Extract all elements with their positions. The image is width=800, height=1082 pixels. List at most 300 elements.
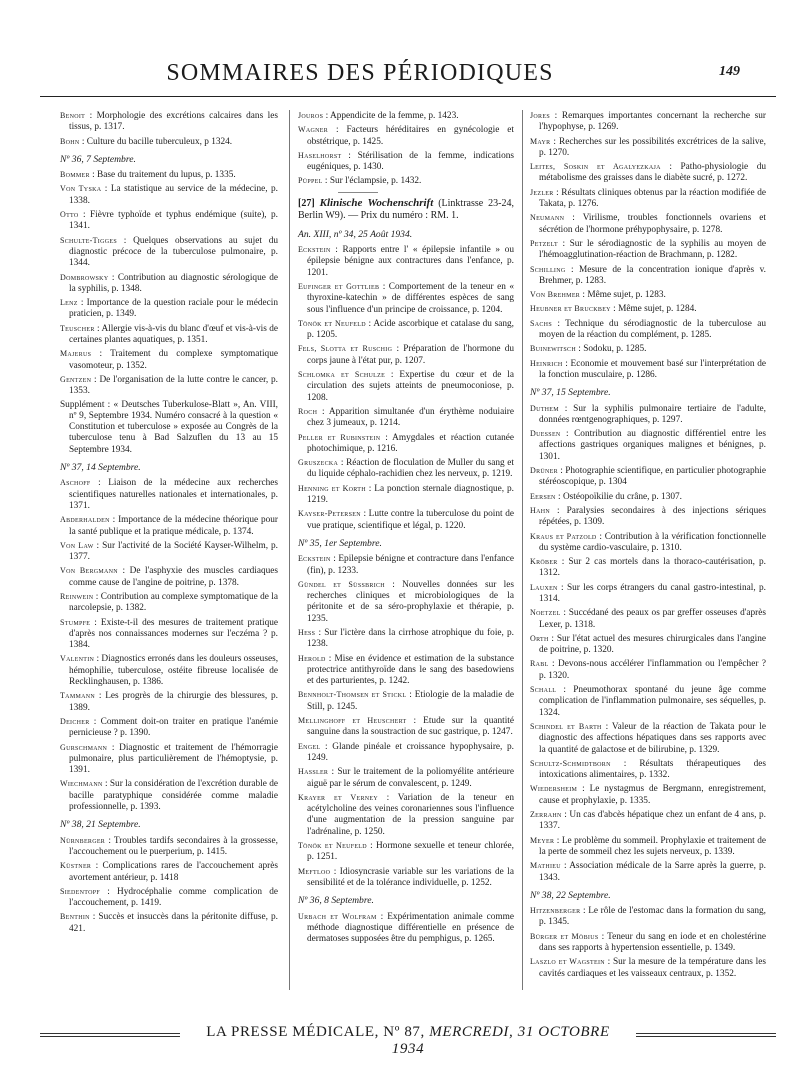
- article-entry: [530, 318, 766, 342]
- article-author: Heubner et Bruckbey: [530, 304, 611, 314]
- article-entry: [530, 582, 766, 606]
- author-separator: :: [117, 566, 130, 577]
- article-author: Wiechmann: [60, 779, 103, 789]
- article-title: Hormone sexuelle et teneur chlorée, p. 1251.: [307, 841, 515, 863]
- article-author: Jouros: [298, 111, 324, 120]
- column-2: [298, 110, 514, 947]
- article-entry: [298, 110, 514, 122]
- article-title: Recherches sur les possibilités excrétrices de la salive, p. 1270.: [539, 136, 766, 158]
- article-author: Laszlo et Wagstein: [530, 957, 605, 967]
- article-author: Peller et Rubinstein: [298, 432, 381, 442]
- article-title: Acide ascorbique et catalase du sang, p. 1205.: [307, 318, 515, 341]
- article-entry: [530, 658, 766, 682]
- author-separator: :: [85, 111, 97, 121]
- issue-heading: Nº 38, 21 Septembre.: [60, 819, 141, 831]
- article-title: Technique du sérodiagnostic de la tuberculose au moyen de la réaction du complément, p. 1285.: [539, 318, 766, 341]
- article-title: Sur l'activité de la Société Kayser-Wilhelm, p. 1377.: [69, 540, 278, 563]
- article-author: Von Brehmer: [530, 290, 581, 300]
- author-separator: :: [109, 515, 119, 526]
- article-title: Même sujet, p. 1283.: [587, 290, 666, 301]
- issue-heading: Nº 36, 7 Septembre.: [60, 153, 136, 165]
- page-number: 149: [719, 64, 740, 79]
- journal-heading: [298, 197, 514, 223]
- article-author: Noetzel: [530, 608, 561, 618]
- article-author: Zerrahn: [530, 810, 562, 820]
- author-separator: :: [580, 906, 589, 917]
- article-author: Stumpfe: [60, 617, 91, 627]
- article-entry: [530, 289, 766, 301]
- article-author: Bürger et Möbius: [530, 931, 599, 941]
- article-author: Kraus et Patzold: [530, 531, 597, 541]
- article-title: Existe-t-il des mesures de traitement pratique d'après nos connaissances modernes sur l'eczéma ? p. 1384.: [69, 617, 278, 651]
- article-title: Liaison de la médecine aux recherches scientifiques naturelles nationales et internationales, p. 1371.: [69, 478, 278, 511]
- article-author: Petzelt: [530, 238, 558, 248]
- article-entry: [530, 835, 766, 859]
- article-title: Réaction de floculation de Muller du sang et du liquide céphalo-rachidien chez les nerveux, p. 1219.: [307, 458, 514, 480]
- article-entry: [530, 238, 766, 262]
- author-separator: :: [330, 554, 339, 565]
- article-author: Schall: [530, 685, 557, 695]
- article-entry: [298, 343, 514, 367]
- article-title: Complications rares de l'accouchement après avortement antérieur, p. 1418: [69, 861, 278, 883]
- author-separator: :: [107, 742, 120, 753]
- footer-rule-left: [40, 1033, 180, 1037]
- article-entry: [298, 792, 514, 838]
- article-entry: [298, 653, 514, 688]
- article-author: Deicher: [60, 716, 90, 726]
- article-entry: [298, 579, 514, 625]
- article-entry: [530, 607, 766, 631]
- article-entry: [298, 457, 514, 481]
- article-author: Von Tyska: [60, 184, 102, 194]
- article-title: Contribution à la vérification fonctionnelle du système cardio-vasculaire, p. 1310.: [539, 531, 766, 553]
- author-separator: :: [610, 304, 619, 315]
- article-entry: [60, 690, 278, 714]
- article-title: Amygdales et réaction cutanée photochimique, p. 1216.: [307, 432, 514, 454]
- article-entry: [298, 911, 514, 946]
- author-separator: :: [91, 374, 100, 385]
- author-separator: :: [338, 458, 347, 469]
- article-entry: [60, 272, 278, 296]
- article-entry: [60, 169, 278, 181]
- author-separator: :: [550, 136, 559, 147]
- article-entry: [298, 281, 514, 316]
- author-separator: :: [102, 779, 110, 790]
- article-author: Rabl: [530, 659, 549, 669]
- author-separator: :: [556, 685, 574, 696]
- article-title: Un cas d'abcès hépatique chez un enfant de 4 ans, p. 1337.: [539, 810, 767, 832]
- author-separator: :: [580, 290, 588, 301]
- article-entry: [530, 428, 766, 463]
- author-separator: :: [610, 758, 640, 769]
- article-title: Contribution au diagnostic sérologique de la syphilis, p. 1348.: [69, 272, 278, 294]
- article-author: Tönök et Neufeld: [298, 318, 366, 328]
- author-separator: :: [366, 841, 376, 852]
- author-separator: :: [558, 403, 574, 414]
- author-separator: :: [330, 866, 340, 877]
- author-separator: :: [95, 691, 106, 702]
- author-separator: :: [601, 721, 612, 732]
- article-author: Buinewitsch: [530, 344, 576, 354]
- article-author: Dombrowsky: [60, 272, 109, 282]
- article-title: Résultats cliniques obtenus par la réaction modifiée de Takata, p. 1276.: [539, 187, 766, 210]
- article-entry: [60, 297, 278, 321]
- article-author: Eufinger et Gottlieb: [298, 281, 380, 291]
- issue-heading: Nº 36, 8 Septembre.: [298, 895, 374, 907]
- author-separator: :: [392, 344, 404, 355]
- footer-journal: LA PRESSE MÉDICALE, Nº 87,: [206, 1024, 425, 1040]
- page-header: [40, 56, 780, 96]
- column-3: [530, 110, 766, 982]
- article-entry: [530, 491, 766, 503]
- article-entry: [530, 809, 766, 833]
- article-title: Sur 2 cas mortels dans la thoraco-cautérisation, p. 1312.: [539, 557, 767, 579]
- article-title: Importance de la question raciale pour le médecin praticien, p. 1349.: [69, 298, 278, 320]
- footer-text: [190, 1024, 626, 1058]
- article-title: Devons-nous accélérer l'inflammation ou l'empêcher ? p. 1320.: [539, 659, 766, 681]
- author-separator: :: [89, 170, 98, 181]
- author-separator: :: [555, 491, 563, 502]
- article-author: Jezler: [530, 187, 554, 197]
- article-title: Succédané des peaux os par greffer osseuses d'après Lexer, p. 1318.: [539, 608, 767, 630]
- article-entry: [298, 150, 514, 174]
- author-separator: :: [406, 690, 415, 701]
- author-separator: :: [384, 579, 403, 590]
- article-entry: [60, 110, 278, 134]
- article-entry: [60, 860, 278, 884]
- author-separator: :: [548, 633, 557, 644]
- article-entry: [298, 175, 514, 187]
- article-entry: [60, 477, 278, 512]
- article-author: Schilling: [530, 264, 566, 274]
- article-entry: [530, 358, 766, 382]
- article-author: Benoit: [60, 111, 86, 120]
- issue-heading: Nº 35, 1er Septembre.: [298, 537, 382, 549]
- author-separator: :: [561, 810, 570, 821]
- author-separator: :: [105, 835, 114, 846]
- article-author: Bennholt-Thomsen et Stickl: [298, 690, 407, 700]
- article-author: Gündel et Süssbrich: [298, 579, 385, 589]
- article-entry: [298, 318, 514, 342]
- page-title: SOMMAIRES DES PÉRIODIQUES: [166, 60, 554, 86]
- article-title: Sur la syphilis pulmonaire tertiaire de l'adulte, données rœntgenographiques, p. 1297.: [539, 403, 766, 425]
- author-separator: :: [549, 505, 567, 516]
- author-separator: :: [558, 238, 570, 249]
- article-author: Benthin: [60, 912, 90, 922]
- article-entry: [298, 369, 514, 404]
- article-author: Henning et Korth: [298, 483, 366, 493]
- article-title: Glande pinéale et croissance hypophysaire, p. 1249.: [307, 741, 514, 763]
- article-entry: [530, 161, 766, 185]
- author-separator: :: [560, 861, 570, 872]
- article-entry: [530, 505, 766, 529]
- article-entry: [530, 403, 766, 427]
- article-author: Meftloo: [298, 866, 331, 876]
- article-entry: [298, 508, 514, 532]
- author-separator: :: [317, 406, 329, 417]
- article-author: Wiedersheim: [530, 784, 578, 794]
- author-separator: :: [320, 741, 333, 752]
- article-author: Meyer: [530, 835, 555, 845]
- author-separator: :: [322, 176, 330, 187]
- article-entry: [60, 742, 278, 777]
- author-separator: :: [93, 540, 103, 551]
- section-separator: [338, 192, 378, 193]
- article-author: Otto: [60, 210, 79, 220]
- author-separator: :: [564, 213, 583, 224]
- article-author: Heinrich: [530, 358, 563, 368]
- article-title: Contribution au complexe symptomatique de la narcolepsie, p. 1382.: [69, 591, 278, 614]
- article-author: Lenz: [60, 298, 78, 308]
- article-entry: [530, 343, 766, 355]
- article-title: Variation de la teneur en acétylcholine des veines coronariennes sous l'influence d'une augmentation de la pression sanguine par l'adrénaline, p. 1250.: [307, 792, 514, 837]
- author-separator: :: [575, 344, 584, 355]
- author-separator: :: [90, 478, 109, 489]
- author-separator: :: [565, 264, 580, 275]
- article-title: Fièvre typhoïde et typhus endémique (suite), p. 1341.: [69, 210, 279, 232]
- article-entry: [298, 124, 514, 148]
- article-entry: [60, 235, 278, 270]
- article-author: Wagner: [298, 125, 329, 135]
- article-entry: [60, 374, 278, 398]
- article-author: Kröber: [530, 557, 558, 567]
- article-entry: [530, 531, 766, 555]
- article-entry: [530, 187, 766, 211]
- article-entry: [530, 264, 766, 288]
- author-separator: :: [557, 557, 569, 568]
- author-separator: :: [100, 886, 117, 897]
- article-entry: [530, 905, 766, 929]
- author-separator: :: [89, 912, 99, 923]
- article-title: Traitement du complexe symptomatique vasomoteur, p. 1352.: [69, 349, 278, 371]
- author-separator: :: [549, 111, 562, 121]
- article-title: Culture du bacille tuberculeux, p 1324.: [86, 136, 233, 147]
- article-title: Virilisme, troubles fonctionnels ovariens et sécrétion de l'hormone préhypophysaire, p. 1278.: [539, 213, 766, 235]
- article-title: Le problème du sommeil. Prophylaxie et traitement de la perte de sommeil chez les sujets nerveux, p. 1339.: [539, 835, 766, 857]
- article-title: Stérilisation de la femme, indications eugéniques, p. 1430.: [307, 150, 514, 173]
- article-author: Püppel: [298, 176, 323, 186]
- article-author: Eckstein: [298, 554, 331, 564]
- author-separator: :: [78, 210, 90, 221]
- author-separator: :: [328, 125, 347, 136]
- author-separator: :: [328, 767, 338, 778]
- author-separator: :: [360, 509, 369, 520]
- article-title: Sur le traitement de la poliomyélite antérieure aiguë par le sérum de convalescent, p. 1249.: [307, 767, 514, 789]
- article-author: Urbach et Wolfram: [298, 911, 377, 921]
- article-entry: [530, 136, 766, 160]
- footer-date: MERCREDI, 31 OCTOBRE 1934: [391, 1024, 610, 1057]
- article-author: Küstner: [60, 861, 92, 871]
- article-title: Valeur de la réaction de Takata pour le diagnostic des affections hépatiques dans ses rapports avec la quantité de galactose et de bilirubine, p. 1329.: [539, 721, 766, 755]
- issue-heading: Nº 37, 15 Septembre.: [530, 387, 611, 399]
- article-title: Facteurs héréditaires en gynécologie et obstétrique, p. 1425.: [307, 125, 514, 147]
- article-title: Epilepsie bénigne et contracture dans l'enfance (fin), p. 1233.: [307, 554, 514, 576]
- issue-heading: An. XIII, nº 34, 25 Août 1934.: [298, 228, 413, 240]
- author-separator: :: [553, 187, 562, 198]
- article-author: Schultz-Schmidtborn: [530, 758, 611, 768]
- article-title: Mise en évidence et estimation de la substance protectrice antithyroïde dans le sang des basedowiens et des parturientes, p. 1242.: [307, 653, 514, 687]
- author-separator: :: [577, 784, 590, 795]
- article-title: Comportement de la teneur en « thyroxine-katechin » de différentes espèces de sang sous l'influence d'un principe de croissance, p. 1204.: [307, 281, 514, 315]
- article-author: Krayer et Verney: [298, 792, 379, 802]
- article-entry: [60, 778, 278, 813]
- article-title: Diagnostics erronés dans les douleurs osseuses, hémophilie, tuberculose, ostéite fibreuse localisée de Recklinghausen, p. 1386.: [69, 654, 279, 688]
- article-entry: [298, 689, 514, 713]
- journal-name: Klinische Wochenschrift: [319, 196, 434, 209]
- article-title: Appendicite de la femme, p. 1423.: [329, 111, 459, 121]
- article-entry: [60, 835, 278, 859]
- article-title: Remarques importantes concernant la recherche sur l'hypophyse, p. 1269.: [539, 111, 766, 133]
- article-author: Kayser-Petersen: [298, 509, 361, 519]
- article-title: Rapports entre l' « épilepsie infantile » ou épilepsie bénigne aux contractures dans l'enfance, p. 1201.: [307, 245, 515, 278]
- author-separator: :: [116, 235, 134, 246]
- article-author: Duthem: [530, 403, 559, 413]
- article-author: Nürnberger: [60, 835, 106, 845]
- author-separator: :: [560, 608, 569, 619]
- article-author: Herold: [298, 653, 326, 663]
- author-separator: :: [560, 429, 575, 440]
- article-author: Sachs: [530, 318, 552, 328]
- article-entry: [60, 617, 278, 652]
- article-entry: [298, 741, 514, 765]
- page-footer: [40, 1022, 776, 1057]
- article-title: Sur l'état actuel des mesures chirurgicales dans l'angine de poitrine, p. 1320.: [539, 633, 766, 656]
- journal-number: [27]: [298, 197, 315, 209]
- article-entry: [530, 783, 766, 807]
- article-entry: [530, 303, 766, 315]
- article-entry: [530, 931, 766, 955]
- article-author: Neumann: [530, 213, 565, 223]
- article-entry: [60, 514, 278, 538]
- author-separator: :: [557, 582, 567, 593]
- article-entry: [60, 886, 278, 910]
- author-separator: :: [548, 659, 559, 670]
- author-separator: :: [91, 861, 103, 872]
- article-author: Reinwein: [60, 591, 94, 601]
- article-author: Mayr: [530, 136, 551, 146]
- article-entry: [60, 591, 278, 615]
- article-author: Schlomka et Schulze: [298, 370, 386, 380]
- author-separator: :: [385, 370, 400, 381]
- article-author: Hassler: [298, 767, 329, 777]
- article-entry: [298, 244, 514, 279]
- author-separator: :: [79, 136, 87, 147]
- article-title: Sur les corps étrangers du canal gastro-intestinal, p. 1314.: [539, 582, 766, 604]
- article-title: Résultats thérapeutiques des intoxications alimentaires, p. 1332.: [539, 758, 767, 781]
- author-separator: :: [380, 432, 393, 443]
- article-entry: [530, 110, 766, 134]
- article-entry: [530, 956, 766, 980]
- article-entry: [530, 212, 766, 236]
- article-author: Drüner: [530, 466, 558, 476]
- article-entry: [60, 136, 278, 148]
- column-1: [60, 110, 278, 937]
- article-title: Sur le sérodiagnostic de la syphilis au moyen de l'hémoagglutination-réaction de Brachmann, p. 1282.: [539, 238, 767, 261]
- article-title: Sur l'ictère dans la cirrhose atrophique du foie, p. 1238.: [307, 627, 515, 650]
- journal-details: (Linktrasse 23-24, Berlin W9). — Prix du numéro : RM. 1.: [298, 197, 514, 222]
- article-author: Von Bergmann: [60, 566, 118, 576]
- article-author: Hitzenberger: [530, 906, 581, 916]
- article-author: Gurschmann: [60, 742, 108, 752]
- column-divider: [522, 110, 523, 990]
- article-entry: [298, 766, 514, 790]
- article-title: Photographie scientifique, en particulier photographie stéréoscopique, p. 1304: [539, 466, 766, 488]
- article-title: Allergie vis-à-vis du blanc d'œuf et vis-à-vis de certaines plantes aquatiques, p. 1351.: [69, 323, 279, 346]
- article-entry: [298, 840, 514, 864]
- article-title: Contribution au diagnostic différentiel entre les affections gastriques organiques malignes et bénignes, p. 1301.: [539, 429, 766, 462]
- article-entry: [298, 432, 514, 456]
- article-author: Eckstein: [298, 245, 331, 255]
- article-author: Engel: [298, 741, 321, 751]
- article-title: Expérimentation animale comme méthode diagnostique différentielle en présence de dermatoses supposées être du pemphigus, p. 1265.: [307, 911, 515, 945]
- author-separator: :: [378, 792, 398, 803]
- article-entry: [298, 406, 514, 430]
- article-title: Idiosyncrasie variable sur les variations de la sensibilité et de la tolérance individuelle, p. 1252.: [307, 866, 514, 888]
- article-title: Le nystagmus de Bergmann, enregistrement, cause et prophylaxie, p. 1335.: [539, 784, 766, 806]
- article-entry: [298, 866, 514, 890]
- article-title: Les progrès de la chirurgie des blessures, p. 1389.: [69, 691, 278, 713]
- author-separator: :: [554, 835, 562, 846]
- article-author: Schulte-Tigges: [60, 235, 117, 245]
- article-title: Ostéopoïkilie du crâne, p. 1307.: [562, 491, 682, 502]
- article-title: Patho-physiologie du métabolisme des graisses dans le diabète sucré, p. 1272.: [539, 162, 767, 184]
- article-entry: [60, 565, 278, 589]
- article-author: Teuscher: [60, 323, 95, 333]
- article-entry: [530, 860, 766, 884]
- article-title: De l'asphyxie des muscles cardiaques comme cause de l'angine de poitrine, p. 1378.: [69, 566, 279, 588]
- article-entry: [530, 758, 766, 782]
- article-entry: [298, 715, 514, 739]
- article-title: Association médicale de la Sarre après la guerre, p. 1343.: [539, 861, 766, 883]
- article-title: Base du traitement du lupus, p. 1335.: [97, 170, 236, 181]
- article-author: Valentin: [60, 654, 95, 664]
- article-author: Bommer: [60, 170, 90, 180]
- author-separator: :: [660, 162, 681, 173]
- author-separator: :: [330, 245, 343, 256]
- article-title: Nouvelles données sur les recherches cliniques et microbiologiques de la péritonite et de sa séro-prophylaxie et thérapie, p. 1235.: [307, 579, 514, 624]
- author-separator: :: [376, 911, 388, 922]
- article-title: Même sujet, p. 1284.: [618, 304, 697, 315]
- article-author: Aschoff: [60, 478, 91, 488]
- article-author: Fels, Slotta et Ruschig: [298, 344, 393, 354]
- article-author: Orth: [530, 633, 549, 643]
- article-entry: [60, 348, 278, 372]
- author-separator: :: [89, 716, 101, 727]
- article-author: Abderhalden: [60, 515, 110, 525]
- article-entry: [60, 323, 278, 347]
- article-title: Teneur du sang en iode et en cholestérine dans ses rapports à hypertension essentielle, p. 1349.: [539, 931, 766, 953]
- article-title: Préparation de l'hormone du corps jaune à l'état pur, p. 1207.: [307, 344, 515, 366]
- article-title: Le rôle de l'estomac dans la formation du sang, p. 1345.: [539, 906, 766, 928]
- author-separator: :: [77, 298, 87, 309]
- article-author: Von Law: [60, 540, 94, 550]
- article-author: Tammann: [60, 691, 95, 701]
- author-separator: :: [365, 483, 375, 494]
- article-title: Diagnostic et traitement de l'hémorragie pulmonaire, plus particulièrement de l'hémoptysie, p. 1391.: [69, 742, 278, 776]
- article-title: La statistique au service de la médecine, p. 1338.: [69, 184, 278, 206]
- article-title: De l'organisation de la lutte contre le cancer, p. 1353.: [69, 374, 279, 397]
- article-entry: [298, 553, 514, 577]
- article-author: Haselhorst: [298, 150, 342, 160]
- article-entry: [60, 540, 278, 564]
- article-author: Eersen: [530, 491, 556, 501]
- author-separator: :: [406, 716, 424, 727]
- author-separator: :: [93, 591, 101, 602]
- article-author: Mathieu: [530, 861, 561, 871]
- article-author: Tönök et Neufeld: [298, 841, 367, 851]
- article-author: Siedentopf: [60, 886, 101, 896]
- article-entry: [60, 209, 278, 233]
